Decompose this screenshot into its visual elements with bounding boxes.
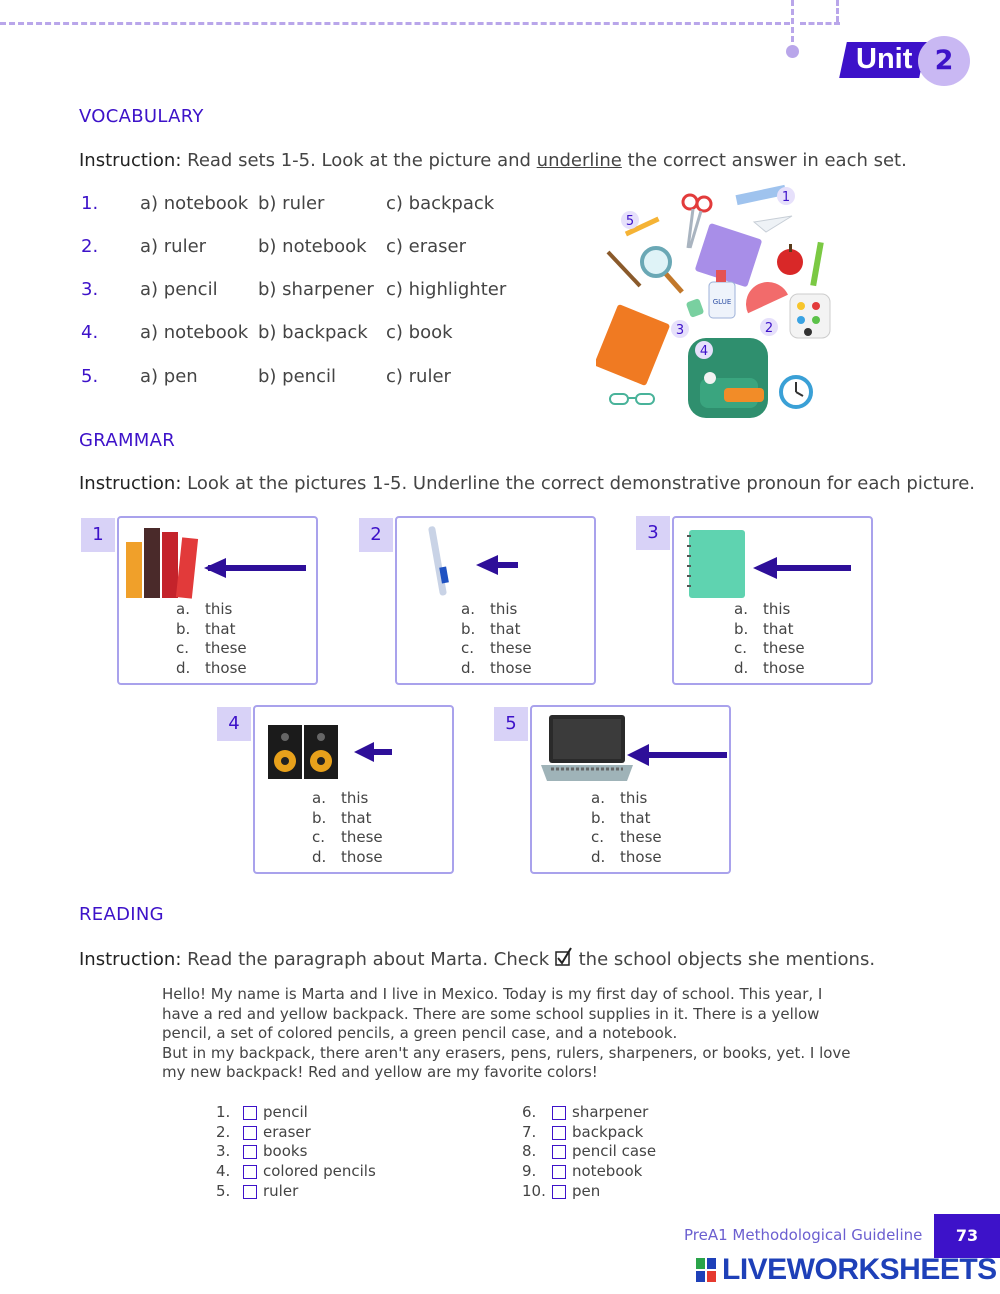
checkbox[interactable] — [552, 1145, 566, 1159]
grammar-title: GRAMMAR — [79, 430, 176, 451]
pronoun-option[interactable]: c. these — [734, 639, 805, 658]
apple-icon — [777, 244, 803, 275]
checklist-item[interactable]: 8. pencil case — [522, 1142, 657, 1161]
pronoun-option[interactable]: d. those — [734, 659, 805, 678]
school-supplies-illustration — [596, 182, 832, 420]
checklist-item[interactable]: 10. pen — [522, 1181, 601, 1200]
pronoun-option[interactable]: a. this — [461, 600, 518, 618]
grammar-card — [672, 516, 873, 685]
vocab-option[interactable]: c) highlighter — [386, 279, 507, 300]
dashed-connector — [800, 22, 840, 25]
vocab-option[interactable]: b) notebook — [258, 236, 367, 257]
vocabulary-instruction: Instruction: Read sets 1-5. Look at the picture and underline the correct answer in each set. — [79, 150, 907, 171]
checkbox[interactable] — [243, 1126, 257, 1140]
checkbox[interactable] — [552, 1165, 566, 1179]
instruction-label: Instruction: — [79, 949, 182, 970]
top-dashed-line — [0, 22, 790, 25]
grammar-card — [253, 705, 454, 874]
grammar-instruction: Instruction: Look at the pictures 1-5. Underline the correct demonstrative pronoun for each picture. — [79, 473, 976, 494]
vocab-number: 3. — [81, 279, 99, 300]
svg-text:2: 2 — [764, 321, 774, 336]
card-number: 5 — [494, 707, 528, 741]
checklist-left — [216, 1103, 376, 1202]
page-number: 73 — [934, 1214, 1000, 1258]
checkbox-checked-icon — [555, 947, 573, 967]
books-icon — [124, 522, 309, 602]
checklist-item[interactable]: 4. colored pencils — [216, 1162, 376, 1181]
reading-paragraph: Hello! My name is Marta and I live in Mexico. Today is my first day of school. This year, I have a red and yellow backpack. There are some school supplies in it. There is a yellow pencil, a set of colored pencils, a green pencil case, and a notebook. But in my backpack, there aren't any erasers, pens, rulers, sharpeners, or books, yet. I love my new backpack! Red and yellow are my favorite colors! — [162, 985, 851, 1081]
checkbox[interactable] — [243, 1106, 257, 1120]
checkbox[interactable] — [552, 1126, 566, 1140]
liveworksheets-logo-icon — [696, 1258, 716, 1282]
connector-dot — [786, 45, 799, 58]
pronoun-options — [176, 600, 247, 679]
vocab-option[interactable]: b) pencil — [258, 366, 336, 387]
checkbox[interactable] — [552, 1185, 566, 1199]
reading-title: READING — [79, 904, 164, 925]
vocab-option[interactable]: c) book — [386, 322, 453, 343]
svg-text:GLUE: GLUE — [712, 298, 732, 306]
vocab-option[interactable]: a) ruler — [140, 236, 207, 257]
svg-text:5: 5 — [625, 214, 635, 229]
paper-plane-icon — [754, 216, 792, 232]
pronoun-option[interactable]: d. those — [176, 659, 247, 678]
vocab-option[interactable]: b) sharpener — [258, 279, 374, 300]
vocab-number: 2. — [81, 236, 99, 257]
speakers-icon — [260, 711, 445, 791]
pronoun-option[interactable]: b. that — [734, 619, 794, 638]
card-number: 2 — [359, 518, 393, 552]
checkbox[interactable] — [552, 1106, 566, 1120]
checklist-item[interactable]: 7. backpack — [522, 1122, 644, 1141]
grammar-card — [395, 516, 596, 685]
pronoun-option[interactable]: a. this — [591, 789, 648, 807]
vocab-option[interactable]: c) eraser — [386, 236, 466, 257]
vocab-option[interactable]: b) ruler — [258, 193, 325, 214]
pronoun-options — [591, 789, 662, 868]
vocab-option[interactable]: b) backpack — [258, 322, 368, 343]
pronoun-option[interactable]: b. that — [461, 619, 521, 638]
vocabulary-title: VOCABULARY — [79, 106, 204, 127]
pronoun-options — [734, 600, 805, 679]
picture-label-5 — [621, 211, 639, 229]
highlighter-icon — [810, 242, 824, 286]
picture-label-3 — [671, 320, 689, 338]
alarm-clock-icon — [781, 377, 811, 407]
pronoun-option[interactable]: a. this — [734, 600, 791, 618]
pronoun-options — [461, 600, 532, 679]
pronoun-option[interactable]: a. this — [312, 789, 369, 807]
instruction-label: Instruction: — [79, 473, 182, 494]
picture-label-4 — [695, 341, 713, 359]
pronoun-option[interactable]: b. that — [591, 808, 651, 827]
arrow-icon — [753, 557, 777, 579]
grammar-card — [530, 705, 731, 874]
pronoun-option[interactable]: c. these — [312, 828, 383, 847]
vocab-option[interactable]: a) notebook — [140, 193, 249, 214]
arrow-icon — [627, 744, 649, 766]
pronoun-option[interactable]: a. this — [176, 600, 233, 618]
vocab-option[interactable]: a) notebook — [140, 322, 249, 343]
paintbrush-icon — [608, 252, 640, 286]
checkbox[interactable] — [243, 1145, 257, 1159]
checklist-item[interactable]: 5. ruler — [216, 1181, 299, 1200]
picture-label-2 — [760, 318, 778, 336]
liveworksheets-brand[interactable]: LIVEWORKSHEETS — [722, 1253, 997, 1286]
vocab-number: 1. — [81, 193, 99, 214]
checkbox[interactable] — [243, 1165, 257, 1179]
paint-palette-icon — [790, 294, 830, 338]
svg-text:1: 1 — [781, 190, 791, 205]
pronoun-option[interactable]: d. those — [312, 848, 383, 867]
pronoun-option[interactable]: c. these — [591, 828, 662, 847]
arrow-icon — [476, 555, 498, 575]
pronoun-options — [312, 789, 383, 868]
checklist-item[interactable]: 2. eraser — [216, 1122, 311, 1141]
checklist-right — [522, 1103, 656, 1202]
checkbox[interactable] — [243, 1185, 257, 1199]
card-number: 3 — [636, 516, 670, 550]
pronoun-option[interactable]: c. these — [176, 639, 247, 658]
book-icon — [596, 304, 670, 386]
checklist-item[interactable]: 6. sharpener — [522, 1103, 649, 1121]
pronoun-option[interactable]: b. that — [312, 808, 372, 827]
vocab-number: 5. — [81, 366, 99, 387]
vocab-option[interactable]: a) pencil — [140, 279, 218, 300]
pronoun-option[interactable]: b. that — [176, 619, 236, 638]
dashed-connector — [791, 0, 794, 42]
notebook-icon — [679, 522, 864, 602]
sharpener-icon — [686, 298, 705, 318]
picture-label-1 — [777, 187, 795, 205]
vocab-option[interactable]: c) ruler — [386, 366, 451, 387]
vocab-option[interactable]: c) backpack — [386, 193, 495, 214]
card-number: 1 — [81, 518, 115, 552]
glasses-icon — [610, 394, 654, 404]
guideline-title: PreA1 Methodological Guideline — [684, 1226, 923, 1244]
pen-icon — [402, 522, 587, 602]
dashed-connector — [836, 0, 839, 22]
pronoun-option[interactable]: c. these — [461, 639, 532, 658]
notebook-icon — [695, 223, 763, 288]
vocab-option[interactable]: a) pen — [140, 366, 198, 387]
arrow-icon — [354, 742, 374, 762]
magnifying-glass-icon — [642, 248, 682, 292]
reading-instruction: Instruction: Read the paragraph about Marta. Check the school objects she mentions. — [79, 949, 876, 970]
instruction-label: Instruction: — [79, 150, 182, 171]
checklist-item[interactable]: 1. pencil — [216, 1103, 308, 1121]
unit-label: Unit — [856, 43, 913, 75]
laptop-icon — [537, 711, 727, 791]
card-number: 4 — [217, 707, 251, 741]
vocab-number: 4. — [81, 322, 99, 343]
unit-number: 2 — [918, 36, 970, 86]
checklist-item[interactable]: 3. books — [216, 1142, 308, 1161]
svg-text:4: 4 — [699, 344, 709, 359]
pronoun-option[interactable]: d. those — [461, 659, 532, 678]
svg-text:3: 3 — [675, 323, 685, 338]
arrow-icon — [204, 558, 226, 578]
pronoun-option[interactable]: d. those — [591, 848, 662, 867]
grammar-card — [117, 516, 318, 685]
checklist-item[interactable]: 9. notebook — [522, 1162, 643, 1181]
